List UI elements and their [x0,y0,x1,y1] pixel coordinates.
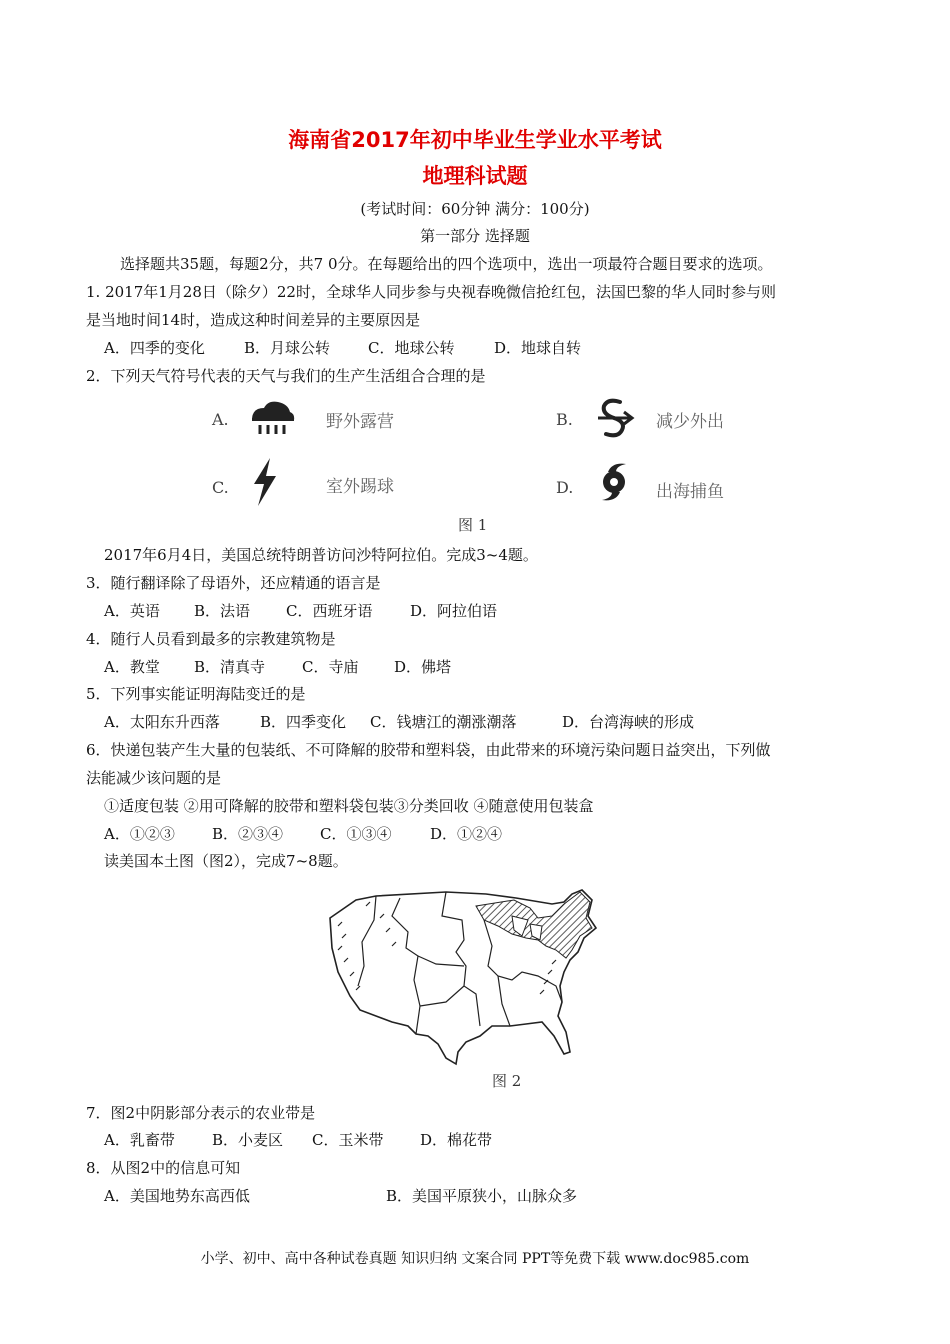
q6-stem-line1: 6．快递包装产生大量的包装纸、不可降解的胶带和塑料袋，由此带来的环境污染问题日益突出，下列做 [86,741,771,759]
q4-option-d[interactable]: D．佛塔 [394,658,452,676]
q1-stem-line2: 是当地时间14时，造成这种时间差异的主要原因是 [86,311,421,329]
instructions: 选择题共35题，每题2分，共7 0分。在每题给出的四个选项中，选出一项最符合题目要求的选项。 [120,255,773,273]
q3-option-a[interactable]: A．英语 [104,602,160,620]
q7-option-c[interactable]: C．玉米带 [312,1131,384,1149]
q1-option-b[interactable]: B．月球公转 [244,339,331,357]
context-3-4: 2017年6月4日，美国总统特朗普访问沙特阿拉伯。完成3~4题。 [104,546,538,564]
q2-option-d-letter: D. [556,478,574,497]
q6-stem-line2: 法能减少该问题的是 [86,769,222,787]
q6-options [104,824,502,844]
figure-2-caption: 图 2 [492,1072,522,1090]
q1-option-c[interactable]: C．地球公转 [368,339,455,357]
q1-options [104,338,581,358]
typhoon-icon [594,460,634,502]
rain-cloud-icon [248,398,296,440]
q2-option-b-text: 减少外出 [656,412,724,432]
q1-option-d[interactable]: D．地球自转 [494,339,582,357]
q5-option-a[interactable]: A．太阳东升西落 [104,713,220,731]
q5-options [104,712,694,732]
q8-option-a[interactable]: A．美国地势东高西低 [104,1187,250,1205]
q4-option-a[interactable]: A．教堂 [104,658,160,676]
q2-option-c-letter: C. [212,478,229,497]
q7-options [104,1130,492,1150]
q3-option-c[interactable]: C．西班牙语 [286,602,373,620]
q7-option-a[interactable]: A．乳畜带 [104,1131,175,1149]
section-heading: 第一部分 选择题 [420,227,530,245]
usa-map [316,876,626,1076]
q4-option-b[interactable]: B．清真寺 [194,658,266,676]
q7-option-b[interactable]: B．小麦区 [212,1131,284,1149]
q5-option-b[interactable]: B．四季变化 [260,713,347,731]
q5-option-d[interactable]: D．台湾海峡的形成 [562,713,695,731]
q3-options [104,601,497,621]
q6-option-b[interactable]: B．②③④ [212,825,284,843]
q6-choices: ①适度包装 ②用可降解的胶带和塑料袋包装③分类回收 ④随意使用包装盒 [104,797,594,815]
q8-option-b[interactable]: B．美国平原狭小，山脉众多 [386,1187,578,1205]
q2-option-a-letter: A. [212,410,229,429]
exam-subject-title: 地理科试题 [422,164,528,188]
q1-option-a[interactable]: A．四季的变化 [104,339,205,357]
q2-option-d-text: 出海捕鱼 [656,482,724,502]
context-7-8: 读美国本土图（图2），完成7~8题。 [104,852,348,870]
q8-stem: 8．从图2中的信息可知 [86,1159,241,1177]
q6-option-c[interactable]: C．①③④ [320,825,392,843]
q7-option-d[interactable]: D．棉花带 [420,1131,493,1149]
wind-icon [594,396,640,440]
q4-options [104,657,451,677]
q8-options [104,1186,577,1206]
q7-stem: 7．图2中阴影部分表示的农业带是 [86,1104,316,1122]
q6-option-d[interactable]: D．①②④ [430,825,503,843]
q4-stem: 4．随行人员看到最多的宗教建筑物是 [86,630,336,648]
q2-option-a-text: 野外露营 [326,412,394,432]
exam-title: 海南省2017年初中毕业生学业水平考试 [288,128,662,152]
q3-stem: 3．随行翻译除了母语外，还应精通的语言是 [86,574,381,592]
q2-stem: 2．下列天气符号代表的天气与我们的生产生活组合合理的是 [86,367,486,385]
q3-option-b[interactable]: B．法语 [194,602,251,620]
figure-1-caption: 图 1 [458,516,488,534]
q5-option-c[interactable]: C．钱塘江的潮涨潮落 [370,713,517,731]
page-footer: 小学、初中、高中各种试卷真题 知识归纳 文案合同 PPT等免费下载 www.doc985.com [200,1251,750,1267]
q2-option-c-text: 室外踢球 [326,477,394,497]
q2-option-b-letter: B. [556,410,573,429]
lightning-icon [248,456,282,508]
q3-option-d[interactable]: D．阿拉伯语 [410,602,498,620]
q5-stem: 5．下列事实能证明海陆变迁的是 [86,685,306,703]
exam-info: (考试时间：60分钟 满分：100分) [360,200,590,218]
q6-option-a[interactable]: A．①②③ [104,825,175,843]
q4-option-c[interactable]: C．寺庙 [302,658,359,676]
q1-stem-line1: 1. 2017年1月28日（除夕）22时，全球华人同步参与央视春晚微信抢红包，法国巴黎的华人同时参与则 [86,283,776,301]
